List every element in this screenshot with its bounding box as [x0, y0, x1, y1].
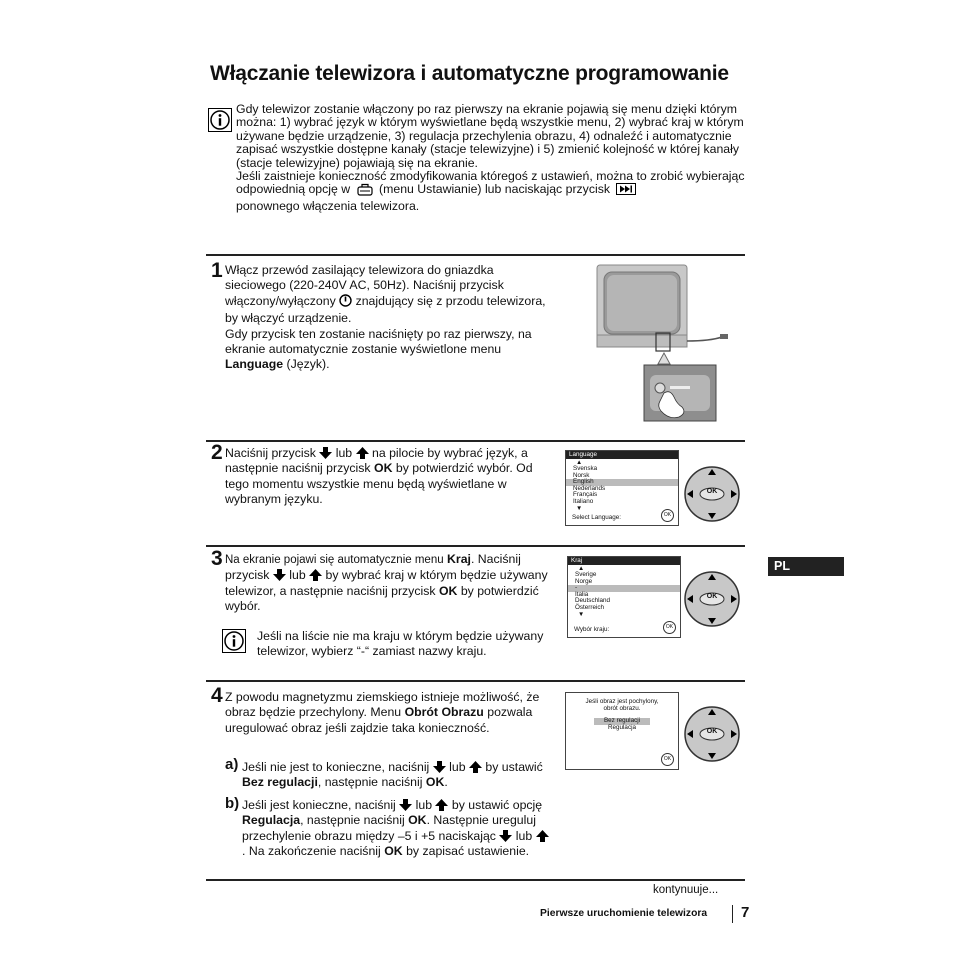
ok-keyword: OK — [425, 775, 445, 790]
up-arrow-icon — [536, 830, 549, 842]
substep-a-4: , następnie naciśnij — [317, 775, 423, 790]
country-list — [568, 572, 680, 611]
divider — [206, 879, 745, 881]
step-3-number: 3 — [211, 547, 223, 570]
menu-option-regulacja: Regulacja — [607, 723, 636, 731]
language-list-item: Nederlands — [573, 484, 606, 492]
language-list-item: Italiano — [573, 497, 594, 505]
step-3-text-4: by wybrać kraj w którym będzie używany telewizor, a następnie naciśnij przycisk — [225, 568, 548, 598]
intro-p2-part-c: ponownego włączenia telewizora. — [236, 198, 420, 213]
step-1-number: 1 — [211, 259, 223, 282]
down-arrow-icon — [499, 830, 512, 842]
language-list-item: Norsk — [573, 471, 590, 479]
intro-text — [236, 103, 756, 213]
substep-b-7: . Na zakończenie naciśnij — [242, 844, 381, 859]
substep-a-2: lub — [449, 760, 466, 774]
step-4-text-1: Z powodu magnetyzmu ziemskiego istnieje możliwość, że obraz będzie przechylony. Menu — [225, 690, 540, 720]
substep-a-label: a) — [225, 756, 239, 773]
language-list — [566, 466, 678, 505]
menu-line-2: obrót obrazu. — [603, 704, 641, 712]
down-arrow-icon — [319, 447, 332, 459]
up-arrow-icon — [309, 569, 322, 581]
power-icon — [339, 294, 352, 311]
page-title: Włączanie telewizora i automatyczne programowanie — [210, 62, 729, 85]
tv-illustration — [592, 263, 742, 425]
step-3-text — [225, 552, 555, 615]
down-arrow-icon — [433, 761, 446, 773]
language-tab: PL — [768, 557, 844, 576]
scroll-up-icon: ▲ — [578, 565, 585, 572]
footer-section-title: Pierwsze uruchomienie telewizora — [540, 908, 708, 919]
step-2-number: 2 — [211, 441, 223, 464]
country-menu-screen — [567, 556, 681, 638]
substep-b-8: by zapisać ustawienie. — [406, 844, 530, 859]
substep-b-4: , następnie naciśnij — [300, 813, 405, 828]
picture-rotation-menu-screen — [565, 692, 679, 770]
step-1-text — [225, 263, 555, 373]
substep-b-2: lub — [415, 798, 433, 812]
setup-menu-icon — [357, 183, 373, 199]
remote-nav-pad-icon — [683, 570, 741, 628]
intro-p2-part-b: (menu Ustawianie) lub naciskając przycisk — [379, 182, 611, 197]
substep-b-3: by ustawić opcję — [451, 798, 543, 812]
country-list-item: Sverige — [575, 571, 597, 578]
down-arrow-icon — [273, 569, 286, 581]
substep-b-6: lub — [515, 828, 533, 843]
substep-a-3: by ustawić — [485, 760, 543, 774]
step-1-text-3: Gdy przycisk ten zostanie naciśnięty po raz pierwszy, na ekranie automatycznie zostanie wyświetlone menu — [225, 326, 532, 357]
bez-regulacji-keyword: Bez regulacji — [242, 775, 318, 790]
up-arrow-icon — [469, 761, 482, 773]
language-list-item: Svenska — [573, 465, 598, 472]
ok-button-label: OK — [706, 593, 718, 600]
step-3-text-5: by potwierdzić wybór. — [225, 583, 539, 614]
divider — [206, 254, 745, 256]
remote-nav-pad-icon — [683, 465, 741, 523]
ok-icon: OK — [663, 621, 676, 634]
ok-icon: OK — [661, 753, 674, 766]
step-2-text — [225, 446, 555, 508]
menu-footer: Select Language: — [572, 513, 622, 521]
intro-paragraph-2 — [236, 170, 756, 213]
country-list-item: - — [568, 585, 680, 592]
language-keyword: Language — [225, 357, 284, 372]
scroll-down-icon: ▼ — [576, 505, 583, 512]
substep-b-1: Jeśli jest konieczne, naciśnij — [242, 798, 396, 812]
substep-a-text: Jeśli nie jest to konieczne, naciśnij lub by ustawić Bez regulacji, następnie naciśnij OK. — [242, 760, 543, 790]
regulacja-keyword: Regulacja — [242, 813, 301, 828]
language-list-item: English — [566, 479, 678, 486]
ok-icon: OK — [661, 509, 674, 522]
ok-button-label: OK — [706, 728, 718, 735]
substep-b-text — [242, 798, 552, 860]
menu-header: Kraj — [568, 557, 680, 565]
step-4-text-2: pozwala uregulować obraz jeśli zajdzie taka konieczność. — [225, 705, 533, 735]
step-2-text-3: na pilocie by wybrać język, a następnie naciśnij przycisk — [225, 446, 528, 476]
divider — [206, 440, 745, 442]
step-2-text-1: Naciśnij przycisk — [225, 446, 316, 460]
divider — [206, 545, 745, 547]
ok-keyword: OK — [374, 461, 393, 476]
step-1-text-1: Włącz przewód zasilający telewizora do gniazdka sieciowego (220-240V AC, 50Hz). Naciśnij przycisk włączony/wyłączony — [225, 263, 504, 308]
step-3-text-2: . Naciśnij przycisk — [225, 552, 521, 583]
step-3-note: Jeśli na liście nie ma kraju w którym będzie używany telewizor, wybierz “-“ zamiast nazwy kraju. — [257, 629, 544, 659]
scroll-up-icon: ▲ — [576, 459, 583, 466]
ok-keyword: OK — [438, 583, 458, 598]
ok-keyword: OK — [384, 844, 403, 859]
step-3-text-3: lub — [289, 568, 306, 583]
country-list-item: Italia — [575, 590, 589, 598]
step-4-number: 4 — [211, 684, 223, 707]
intro-p2-part-a: Jeśli zaistnieje konieczność zmodyfikowania któregoś z ustawień, można to zrobić wybierając odpowiednią opcję w — [236, 169, 745, 197]
substep-a-1: Jeśli nie jest to konieczne, naciśnij — [242, 760, 430, 774]
menu-line-1: Jeśli obraz jest pochylony, — [585, 698, 659, 705]
scroll-down-icon: ▼ — [578, 611, 585, 618]
restart-button-icon — [616, 183, 636, 198]
substep-b-label: b) — [225, 795, 240, 812]
language-menu-screen — [565, 450, 679, 526]
page-number: 7 — [741, 904, 750, 921]
info-icon — [208, 108, 232, 132]
menu-option-bez-regulacji: Bez regulacji — [594, 718, 650, 725]
ok-button-label: OK — [706, 488, 718, 495]
country-list-item: Deutschland — [575, 597, 611, 604]
kraj-keyword: Kraj — [447, 552, 471, 566]
info-icon — [222, 629, 246, 653]
menu-header: Language — [566, 451, 678, 459]
substep-b-5: . Następnie ureguluj przechylenie obrazu między –5 i +5 naciskając — [242, 813, 536, 843]
ok-keyword: OK — [408, 813, 427, 828]
menu-footer: Wybór kraju: — [574, 625, 610, 633]
country-list-item: Norge — [575, 577, 593, 585]
up-arrow-icon — [435, 799, 448, 811]
footer-divider — [732, 905, 733, 923]
step-3-text-1: Na ekranie pojawi się automatycznie menu — [225, 554, 444, 566]
step-4-text — [225, 690, 555, 736]
up-arrow-icon — [356, 447, 369, 459]
intro-paragraph-1: Gdy telewizor zostanie włączony po raz pierwszy na ekranie pojawią się menu dzięki którym można: 1) wybrać język w którym wyświetlane będą wszystkie menu, 2) wybrać kraj w którym używane będzie urządzenie, 3) regulacja przechylenia obrazu, 4) odnaleźć i automatycznie zapisać wszystkie dostępne kanały (stacje telewizyjne) i 5) zmienić kolejność w której kanały (stacje telewizyjne) pojawiają się na ekranie. — [236, 102, 744, 170]
continue-note: kontynuuje... — [653, 884, 719, 896]
remote-nav-pad-icon — [683, 705, 741, 763]
language-list-item: Français — [573, 491, 598, 498]
step-2-text-2: lub — [335, 446, 353, 460]
country-list-item: Österreich — [575, 603, 605, 611]
obrot-obrazu-keyword: Obrót Obrazu — [404, 705, 484, 720]
step-1-text-3-end: (Język). — [286, 357, 330, 372]
down-arrow-icon — [399, 799, 412, 811]
step-2-text-4: by potwierdzić wybór. Od tego momentu wszystkie menu będą wyświetlane w wybranym języku. — [225, 461, 533, 507]
step-1-text-2: znajdujący się z przodu telewizora, by włączyć urządzenie. — [225, 293, 546, 326]
divider — [206, 680, 745, 682]
